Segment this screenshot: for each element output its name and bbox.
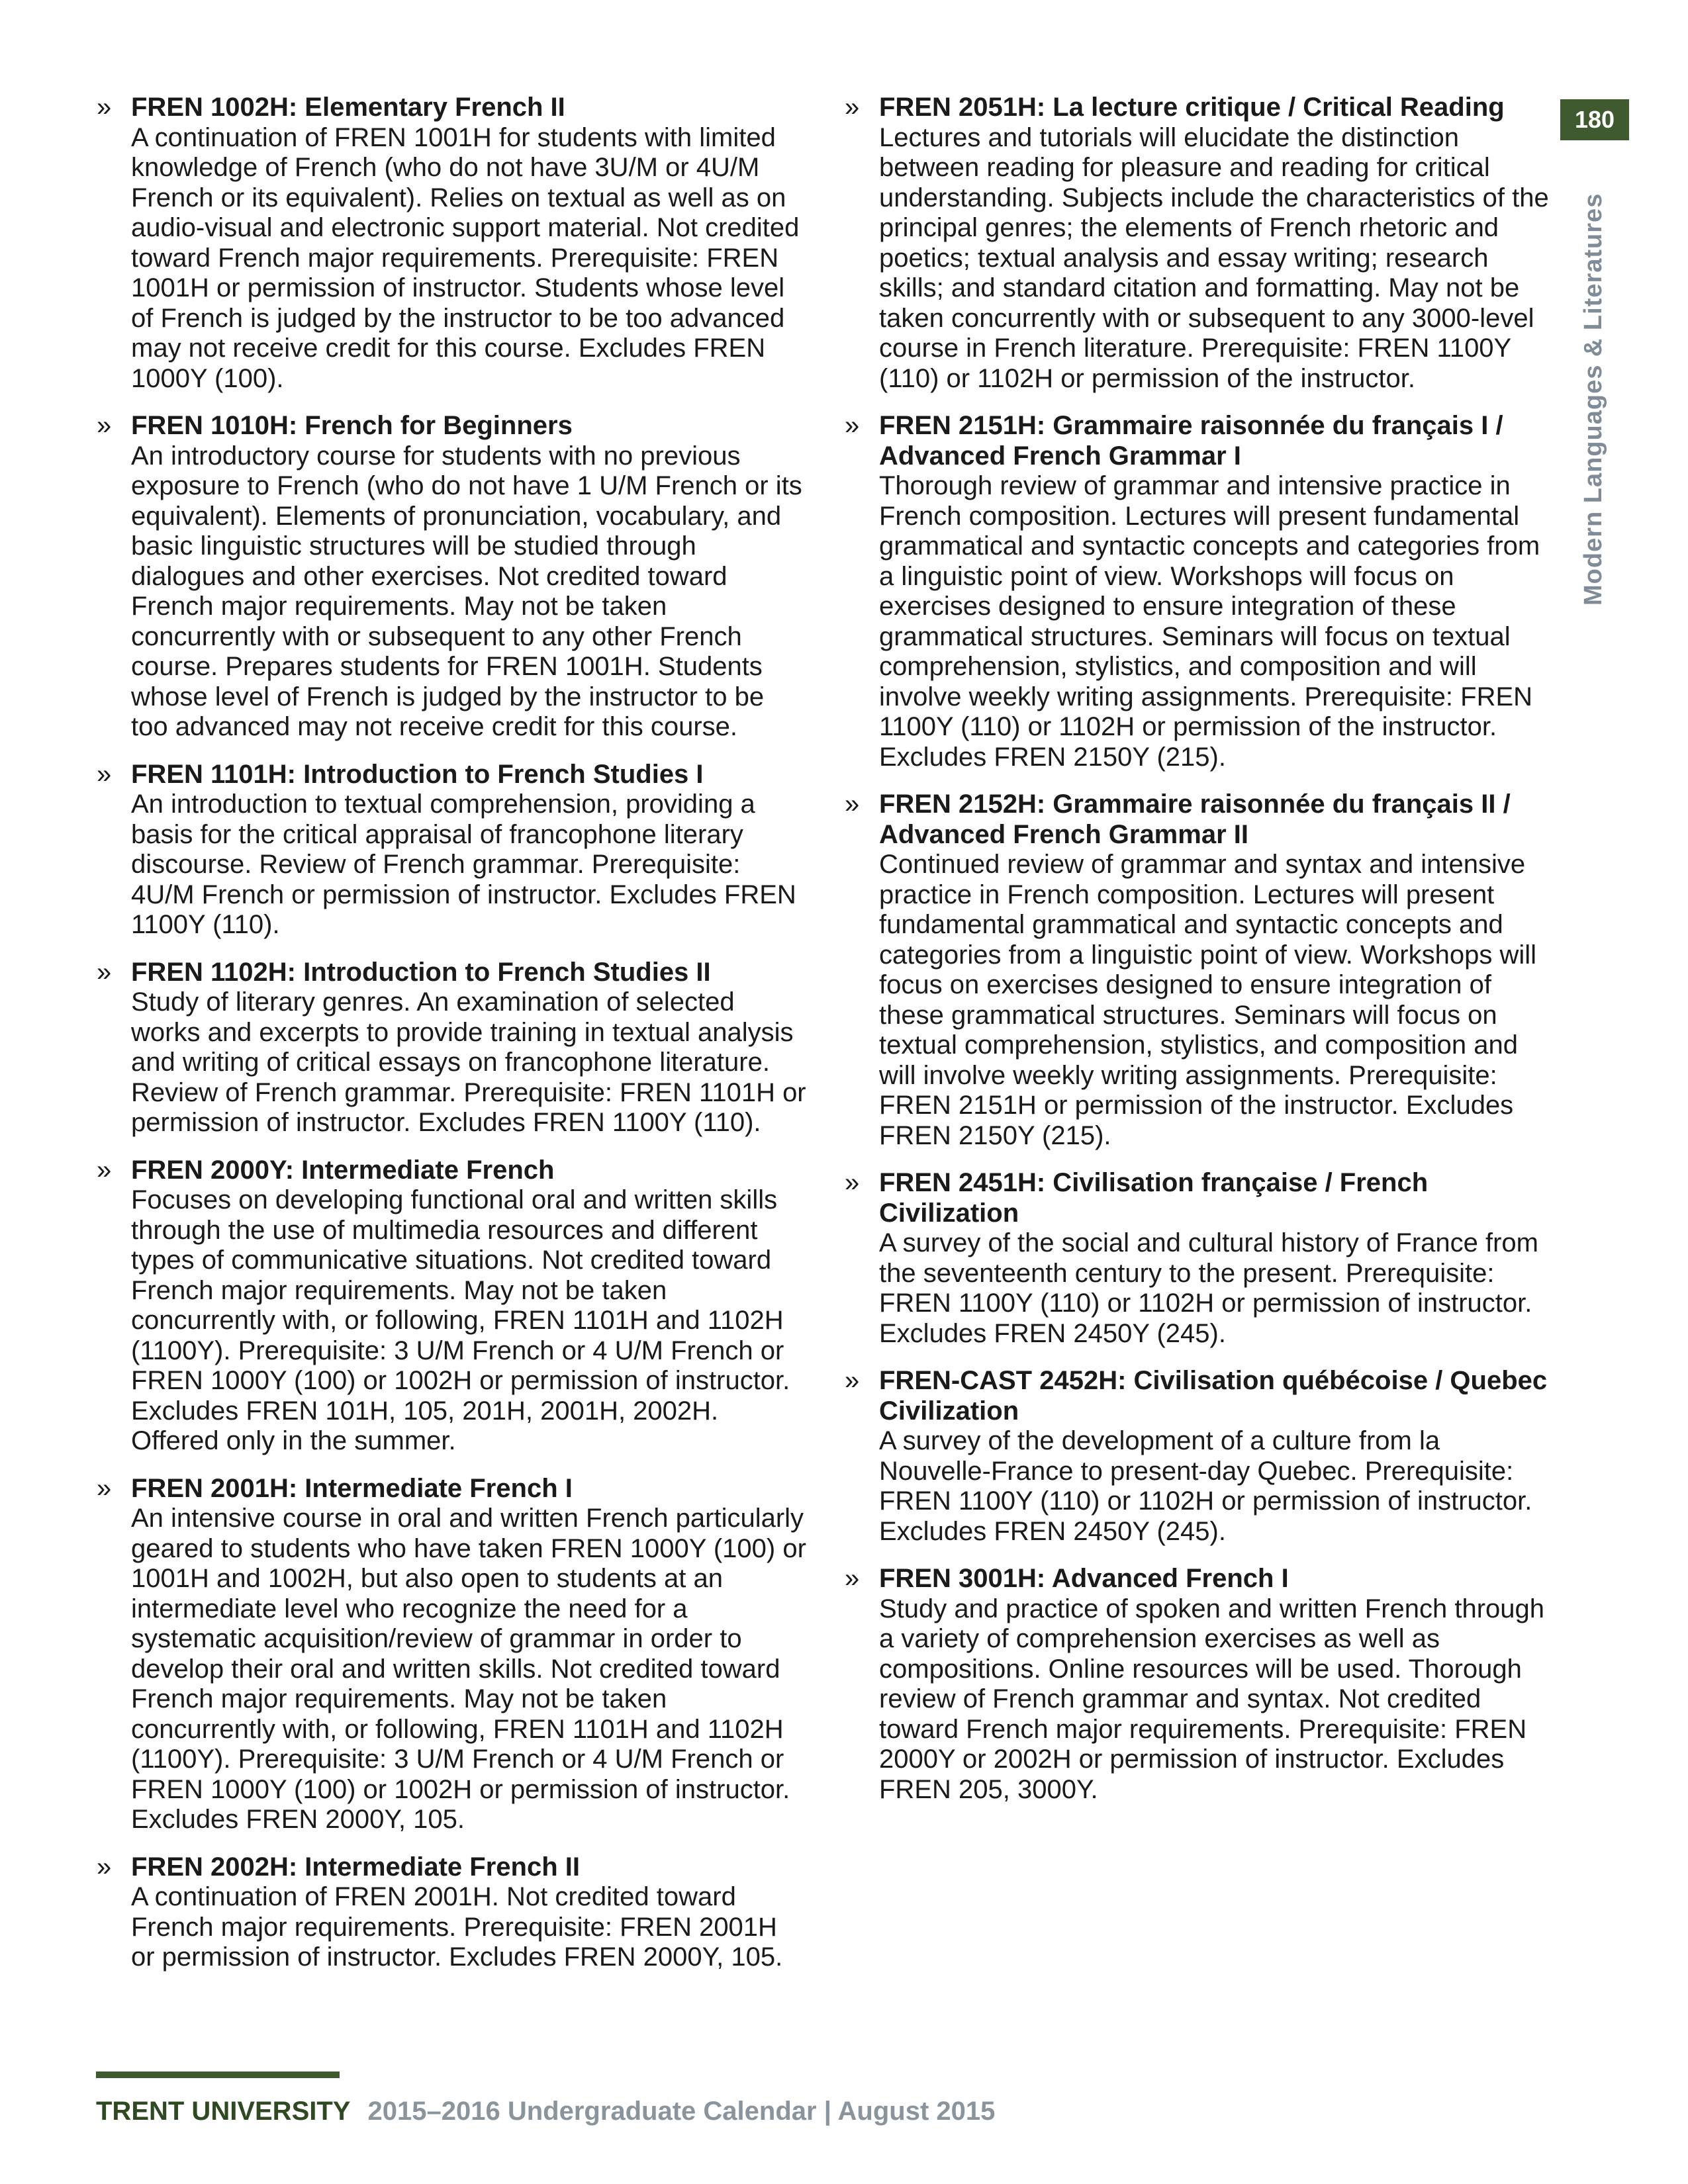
bullet-marker: » <box>97 1155 112 1185</box>
course-description: An introduction to textual comprehension, providing a basis for the critical appraisal of francophone literary discourse. Review of French grammar. Prerequisite: 4U/M French or permission of instructor. Excludes FREN 1100Y (110). <box>131 790 796 939</box>
course-entry <box>841 1366 1552 1547</box>
bullet-marker: » <box>845 1168 860 1197</box>
bullet-marker: » <box>845 93 860 122</box>
course-description: A continuation of FREN 2001H. Not credited toward French major requirements. Prerequisite: FREN 2001H or permission of instructor. Excludes FREN 2000Y, 105. <box>131 1882 783 1972</box>
course-description: Study and practice of spoken and written French through a variety of comprehension exercises as well as compositions. Online resources will be used. Thorough review of French grammar and syntax. Not credited toward French major requirements. Prerequisite: FREN 2000Y or 2002H or permission of instructor. Excludes FREN 205, 3000Y. <box>879 1594 1545 1804</box>
course-title: FREN 2000Y: Intermediate French <box>131 1155 555 1185</box>
footer <box>96 2097 995 2126</box>
course-entry <box>841 93 1552 394</box>
bullet-marker: » <box>97 411 112 440</box>
bullet-marker: » <box>845 1564 860 1593</box>
footer-separator: | <box>816 2097 838 2126</box>
course-description: A survey of the social and cultural history of France from the seventeenth century to the present. Prerequisite: FREN 1100Y (110) or 1102H or permission of instructor. Excludes FREN 2450Y (245). <box>879 1228 1538 1348</box>
course-description: An introductory course for students with no previous exposure to French (who do not have 1 U/M French or its equivalent). Elements of pronunciation, vocabulary, and basic linguistic structures will be studied through dialogues and other exercises. Not credited toward French major requirements. May not be taken concurrently with or subsequent to any other French course. Prepares students for FREN 1001H. Students whose level of French is judged by the instructor to be too advanced may not receive credit for this course. <box>131 441 802 741</box>
course-description: A survey of the development of a culture from la Nouvelle-France to present-day Quebec. Prerequisite: FREN 1100Y (110) or 1102H or permission of instructor. Excludes FREN 2450Y (245). <box>879 1426 1532 1546</box>
left-column <box>93 93 808 1990</box>
bullet-marker: » <box>845 790 860 819</box>
bullet-marker: » <box>97 1473 112 1503</box>
course-entry <box>841 1168 1552 1349</box>
course-title: FREN 2451H: Civilisation française / French Civilization <box>879 1168 1429 1228</box>
footer-org: TRENT UNIVERSITY <box>96 2097 351 2126</box>
course-entry <box>93 958 808 1138</box>
course-entry <box>841 1564 1552 1805</box>
footer-rule <box>96 2071 340 2078</box>
right-column <box>841 93 1552 1822</box>
course-title: FREN-CAST 2452H: Civilisation québécoise / Quebec Civilization <box>879 1366 1548 1426</box>
course-entry <box>93 93 808 394</box>
course-title: FREN 1101H: Introduction to French Studies I <box>131 759 704 789</box>
bullet-marker: » <box>97 759 112 789</box>
section-label-text: Modern Languages & Literatures <box>1579 193 1607 606</box>
bullet-marker: » <box>845 411 860 440</box>
course-entry <box>93 1474 808 1835</box>
course-title: FREN 2151H: Grammaire raisonnée du français I / Advanced French Grammar I <box>879 411 1503 471</box>
course-entry <box>93 1156 808 1457</box>
course-title: FREN 2152H: Grammaire raisonnée du français II / Advanced French Grammar II <box>879 790 1511 849</box>
course-description: A continuation of FREN 1001H for students with limited knowledge of French (who do not have 3U/M or 4U/M French or its equivalent). Relies on textual as well as on audio-visual and electronic support material. Not credited toward French major requirements. Prerequisite: FREN 1001H or permission of instructor. Students whose level of French is judged by the instructor to be too advanced may not receive credit for this course. Excludes FREN 1000Y (100). <box>131 122 800 393</box>
course-description: Lectures and tutorials will elucidate the distinction between reading for pleasure and reading for critical understanding. Subjects include the characteristics of the principal genres; the elements of French rhetoric and poetics; textual analysis and essay writing; research skills; and standard citation and formatting. May not be taken concurrently with or subsequent to any 3000-level course in French literature. Prerequisite: FREN 1100Y (110) or 1102H or permission of the instructor. <box>879 122 1549 393</box>
course-title: FREN 3001H: Advanced French I <box>879 1564 1289 1593</box>
course-title: FREN 2051H: La lecture critique / Critical Reading <box>879 93 1505 122</box>
course-description: Continued review of grammar and syntax and intensive practice in French composition. Lectures will present fundamental grammatical and syntactic concepts and categories from a linguistic point of view. Workshops will focus on exercises designed to ensure integration of these grammatical structures. Seminars will focus on textual comprehension, stylistics, and composition and will involve weekly writing assignments. Prerequisite: FREN 2151H or permission of the instructor. Excludes FREN 2150Y (215). <box>879 850 1537 1150</box>
course-entry <box>841 411 1552 772</box>
course-title: FREN 2001H: Intermediate French I <box>131 1473 573 1503</box>
course-description: Thorough review of grammar and intensive practice in French composition. Lectures will present fundamental grammatical and syntactic concepts and categories from a linguistic point of view. Workshops will focus on exercises designed to ensure integration of these grammatical structures. Seminars will focus on textual comprehension, stylistics, and composition and will involve weekly writing assignments. Prerequisite: FREN 1100Y (110) or 1102H or permission of the instructor. Excludes FREN 2150Y (215). <box>879 471 1540 772</box>
course-entry <box>93 1852 808 1973</box>
bullet-marker: » <box>97 957 112 987</box>
course-title: FREN 1010H: French for Beginners <box>131 411 573 440</box>
course-description: Focuses on developing functional oral and written skills through the use of multimedia resources and different types of communicative situations. Not credited toward French major requirements. May not be taken concurrently with, or following, FREN 1101H and 1102H (1100Y). Prerequisite: 3 U/M French or 4 U/M French or FREN 1000Y (100) or 1002H or permission of instructor. Excludes FREN 101H, 105, 201H, 2001H, 2002H. Offered only in the summer. <box>131 1185 790 1455</box>
course-entry <box>93 760 808 940</box>
footer-calendar: 2015–2016 Undergraduate Calendar <box>367 2097 817 2126</box>
course-description: Study of literary genres. An examination of selected works and excerpts to provide training in textual analysis and writing of critical essays on francophone literature. Review of French grammar. Prerequisite: FREN 1101H or permission of instructor. Excludes FREN 1100Y (110). <box>131 987 806 1137</box>
course-entry <box>93 411 808 743</box>
course-description: An intensive course in oral and written French particularly geared to students who have taken FREN 1000Y (100) or 1001H and 1002H, but also open to students at an intermediate level who recognize the need for a systematic acquisition/review of grammar in order to develop their oral and written skills. Not credited toward French major requirements. May not be taken concurrently with, or following, FREN 1101H and 1102H (1100Y). Prerequisite: 3 U/M French or 4 U/M French or FREN 1000Y (100) or 1002H or permission of instructor. Excludes FREN 2000Y, 105. <box>131 1504 806 1834</box>
course-title: FREN 1002H: Elementary French II <box>131 93 565 122</box>
bullet-marker: » <box>97 1852 112 1882</box>
course-entry <box>841 790 1552 1151</box>
footer-date: August 2015 <box>837 2097 996 2126</box>
course-title: FREN 2002H: Intermediate French II <box>131 1852 580 1882</box>
course-title: FREN 1102H: Introduction to French Studies II <box>131 957 711 987</box>
bullet-marker: » <box>845 1366 860 1395</box>
page-number-badge: 180 <box>1560 99 1629 140</box>
bullet-marker: » <box>97 93 112 122</box>
